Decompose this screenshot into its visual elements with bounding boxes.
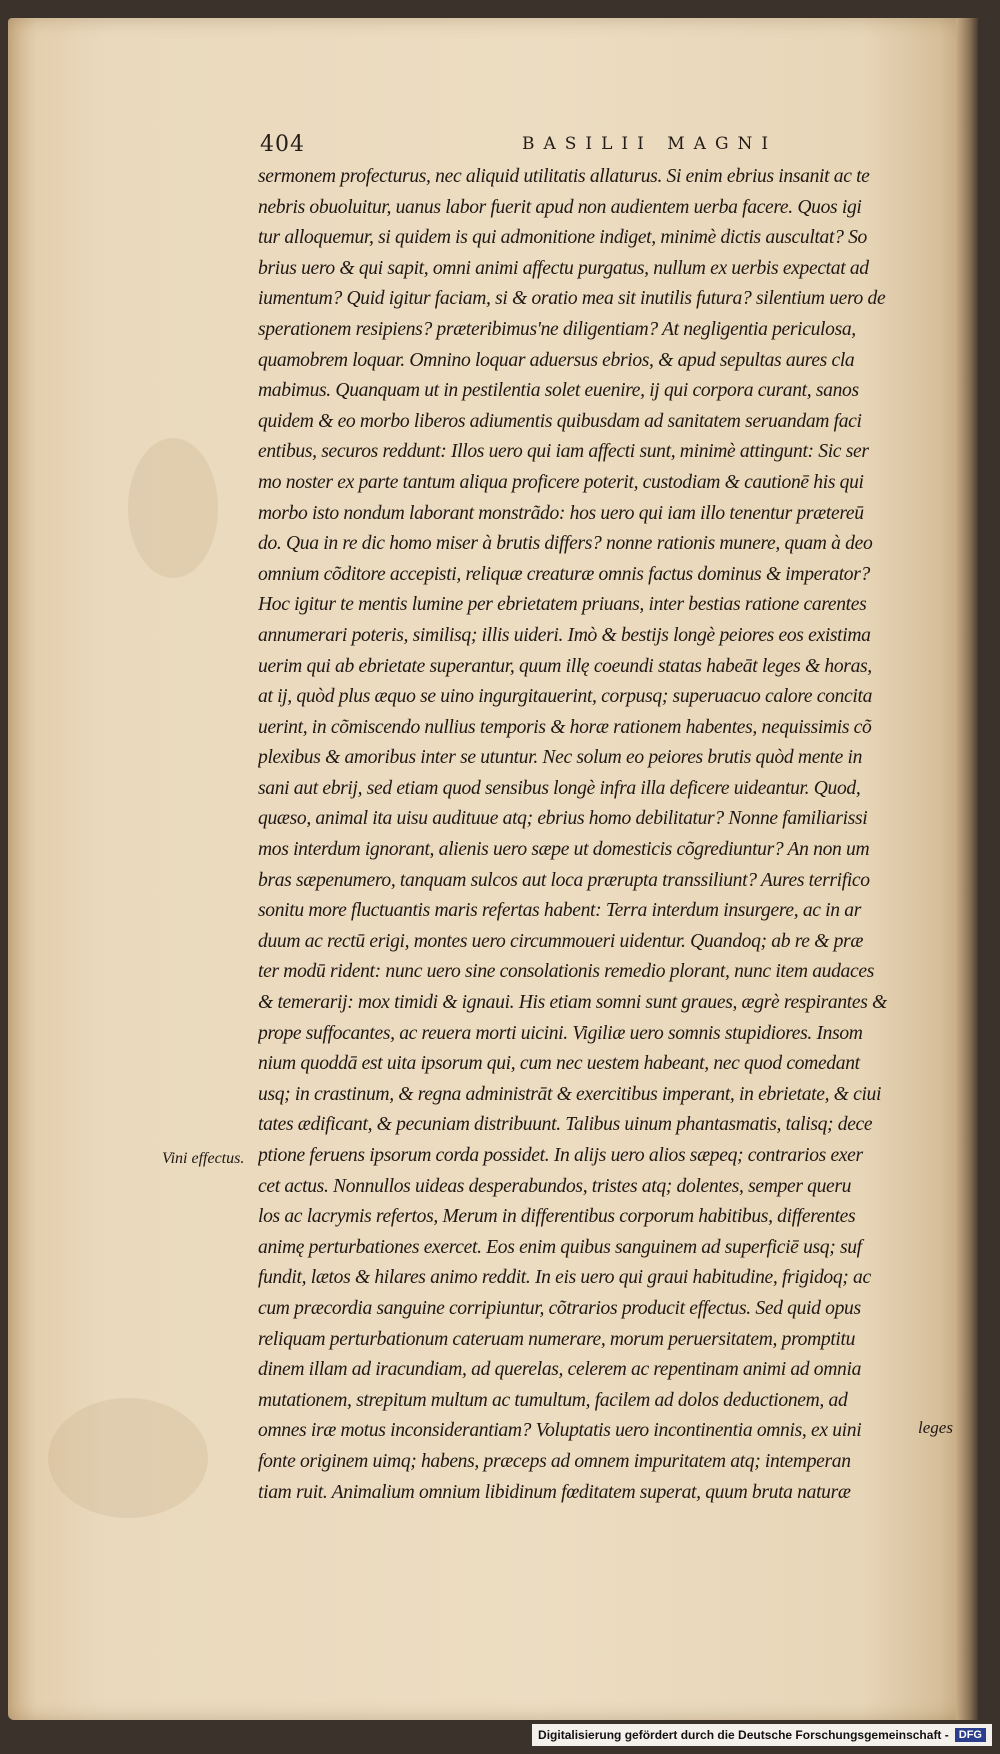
text-line: ter modū rident: nunc uero sine consolationis remedio plorant, nunc item audaces xyxy=(258,961,874,983)
text-line: brius uero & qui sapit, omni animi affectu purgatus, nullum ex uerbis expectat ad xyxy=(258,257,869,279)
catchword: leges xyxy=(918,1418,953,1437)
text-line: los ac lacrymis refertos, Merum in differentibus corporum habitibus, differentes xyxy=(258,1206,856,1228)
text-line: at ij, quòd plus æquo se uino ingurgitauerint, corpusq; superuacuo calore concita xyxy=(258,686,873,708)
text-line: cum præcordia sanguine corripiuntur, cõtrarios producit effectus. Sed quid opus xyxy=(258,1297,861,1319)
footer-text: Digitalisierung gefördert durch die Deutsche Forschungsgemeinschaft - xyxy=(538,1728,949,1742)
marginal-note: Vini effectus. xyxy=(162,1150,245,1167)
running-title: BASILII MAGNI xyxy=(522,134,778,154)
text-line: iumentum? Quid igitur faciam, si & oratio mea sit inutilis futura? silentium uero de xyxy=(258,288,886,310)
text-line: reliquam perturbationum cateruam numerare, morum peruersitatem, promptitu xyxy=(258,1328,856,1350)
folio-number: 404 xyxy=(260,132,305,157)
text-line: dinem illam ad iracundiam, ad querelas, celerem ac repentinam animi ad omnia xyxy=(258,1359,862,1381)
text-line: nium quoddā est uita ipsorum qui, cum nec uestem habeant, nec quod comedant xyxy=(258,1053,860,1075)
text-line: Hoc igitur te mentis lumine per ebrietatem priuans, inter bestias ratione carentes xyxy=(258,594,867,616)
text-line: nebris obuoluitur, uanus labor fuerit apud non audientem uerba facere. Quos igi xyxy=(258,196,862,218)
text-line: usq; in crastinum, & regna administrāt & exercitibus imperant, in ebrietate, & ciui xyxy=(258,1083,882,1105)
text-line: cet actus. Nonnullos uideas desperabundos, tristes atq; dolentes, semper queru xyxy=(258,1175,852,1197)
paper-stain xyxy=(128,438,218,578)
text-line: mutationem, strepitum multum ac tumultum, facilem ad dolos deductionem, ad xyxy=(258,1389,848,1411)
text-line: omnes iræ motus inconsiderantiam? Voluptatis uero incontinentia omnis, ex uini xyxy=(258,1420,862,1442)
text-line: animę perturbationes exercet. Eos enim quibus sanguinem ad superficiē usq; suf xyxy=(258,1236,862,1258)
digitization-footer xyxy=(532,1724,992,1746)
text-line: sonitu more fluctuantis maris refertas habent: Terra interdum insurgere, ac in ar xyxy=(258,900,861,922)
dfg-logo: DFG xyxy=(955,1728,986,1742)
text-line: quidem & eo morbo liberos adiumentis quibusdam ad sanitatem seruandam faci xyxy=(258,410,862,432)
text-line: annumerari poteris, similisq; illis uideri. Imò & bestijs longè peiores eos existima xyxy=(258,624,871,646)
text-line: bras sæpenumero, tanquam sulcos aut loca prærupta transsiliunt? Aures terrifico xyxy=(258,869,870,891)
text-line: morbo isto nondum laborant monstrãdo: hos uero qui iam illo tenentur prætereū xyxy=(258,502,864,524)
body-text xyxy=(258,162,966,1508)
text-line: entibus, securos reddunt: Illos uero qui iam affecti sunt, minimè attingunt: Sic ser xyxy=(258,441,869,463)
text-line: uerim qui ab ebrietate superantur, quum illę coeundi statas habeāt leges & horas, xyxy=(258,655,872,677)
text-line: sermonem profecturus, nec aliquid utilitatis allaturus. Si enim ebrius insanit ac te xyxy=(258,166,870,187)
paper-stain xyxy=(48,1398,208,1518)
text-line: plexibus & amoribus inter se utuntur. Nec solum eo peiores brutis quòd mente in xyxy=(258,747,863,769)
text-line: tur alloquemur, si quidem is qui admonitione indiget, minimè dictis auscultat? So xyxy=(258,227,867,249)
text-line: prope suffocantes, ac reuera morti uicini. Vigiliæ uero somnis stupidiores. Insom xyxy=(258,1022,863,1044)
text-line: sani aut ebrij, sed etiam quod sensibus longè infra illa deficere uideantur. Quod, xyxy=(258,777,861,799)
text-line: quæso, animal ita uisu audituue atq; ebrius homo debilitatur? Nonne familiarissi xyxy=(258,808,868,830)
text-line: mos interdum ignorant, alienis uero sæpe ut domesticis cõgrediuntur? An non um xyxy=(258,839,870,861)
text-line: omnium cõditore accepisti, reliquæ creaturæ omnis factus dominus & imperator? xyxy=(258,563,870,585)
running-head xyxy=(260,132,940,158)
text-line: & temerarij: mox timidi & ignaui. His etiam somni sunt graues, ægrè respirantes & xyxy=(258,992,887,1014)
text-line: uerint, in cõmiscendo nullius temporis & horæ rationem habentes, nequissimis cõ xyxy=(258,716,872,738)
text-line: fonte originem uimq; habens, præceps ad omnem impuritatem atq; intemperan xyxy=(258,1450,851,1472)
text-line: mabimus. Quanquam ut in pestilentia solet euenire, ij qui corpora curant, sanos xyxy=(258,380,859,402)
text-line: tates ædificant, & pecuniam distribuunt. Talibus uinum phantasmatis, talisq; dece xyxy=(258,1114,873,1136)
text-line: mo noster ex parte tantum aliqua proficere poterit, custodiam & cautionē his qui xyxy=(258,471,864,493)
text-line: tiam ruit. Animalium omnium libidinum fœditatem superat, quum bruta naturæ xyxy=(258,1481,851,1503)
text-line: duum ac rectū erigi, montes uero circummoueri uidentur. Quandoq; ab re & præ xyxy=(258,930,864,952)
text-line: fundit, lætos & hilares animo reddit. In eis uero qui graui habitudine, frigidoq; ac xyxy=(258,1267,871,1289)
text-line: ptione feruens ipsorum corda possidet. In alijs uero alios sæpeq; contrarios exer xyxy=(258,1145,863,1166)
text-line: do. Qua in re dic homo miser à brutis differs? nonne rationis munere, quam à deo xyxy=(258,533,873,555)
text-line: quamobrem loquar. Omnino loquar aduersus ebrios, & apud sepultas aures cla xyxy=(258,349,855,371)
text-line: sperationem resipiens? præteribimus'ne diligentiam? At negligentia periculosa, xyxy=(258,318,856,340)
